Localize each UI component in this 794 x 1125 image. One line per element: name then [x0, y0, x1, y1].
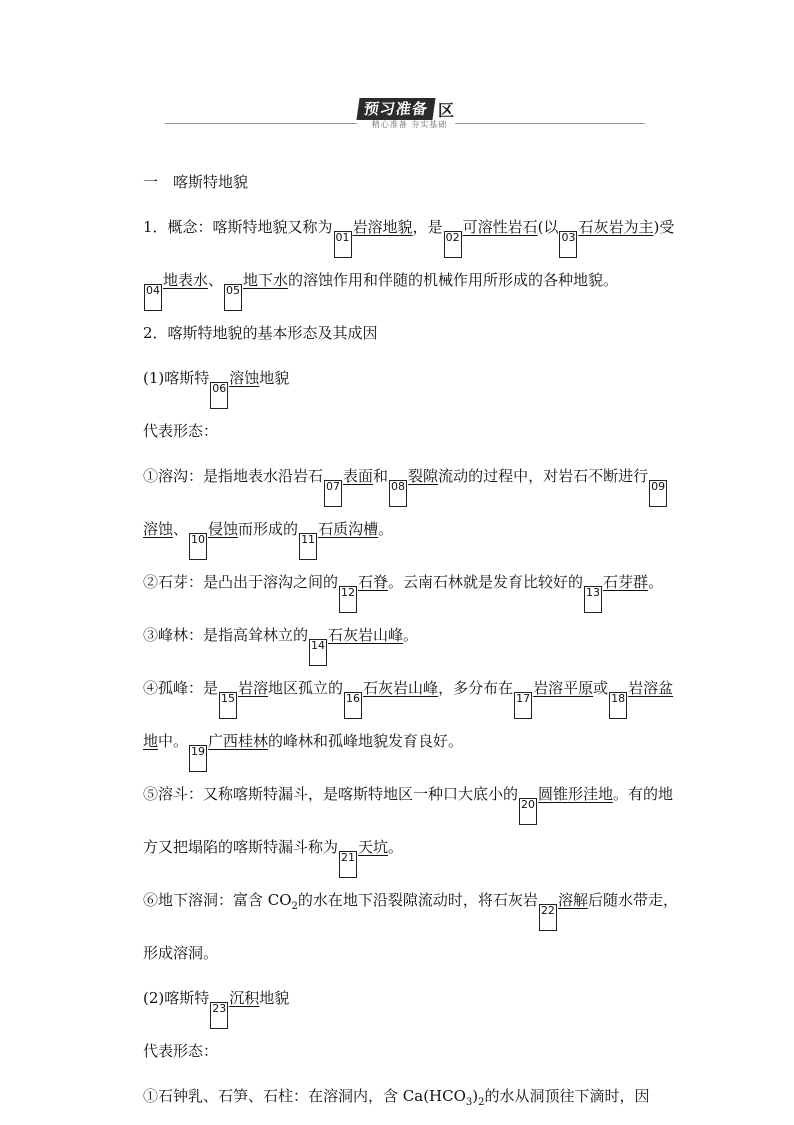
subscript: 2	[291, 901, 298, 912]
answer-text: 地下水	[243, 271, 289, 289]
answer-text: 石脊	[358, 573, 389, 591]
blank-number: 12	[339, 586, 357, 613]
blank-number: 16	[344, 692, 362, 719]
blank-number: 02	[444, 231, 462, 258]
text: ④孤峰：是	[143, 679, 219, 697]
answer-text: 沉积	[229, 989, 260, 1007]
text: ，多分布在	[438, 679, 514, 697]
answer-text: 石灰岩为主	[578, 218, 654, 236]
text: ②石芽：是凸出于溶沟之间的	[143, 573, 339, 591]
text: )	[472, 1087, 479, 1105]
text: 的水从洞顶往下滴时，因	[484, 1087, 650, 1105]
text: 而形成的	[238, 520, 299, 538]
blank-number: 01	[334, 231, 352, 258]
subscript: 2	[478, 1097, 485, 1108]
blank-number: 08	[389, 480, 407, 507]
paragraph-cave	[113, 878, 681, 976]
paragraph-doline	[113, 772, 681, 878]
blank-number: 04	[144, 284, 162, 311]
text: 地区孤立的	[268, 679, 344, 697]
blank-number: 07	[324, 480, 342, 507]
answer-text: 岩溶盆地	[143, 679, 674, 750]
answer-text: 石灰岩山峰	[328, 626, 404, 644]
paragraph-isolated-peak	[113, 666, 681, 772]
text: (以	[537, 218, 559, 236]
subheading-erosion-landform	[113, 356, 681, 409]
text: 地貌	[259, 369, 290, 387]
text: ，是	[412, 218, 443, 236]
answer-text: 石质沟槽	[318, 520, 379, 538]
text: 。	[378, 520, 394, 538]
subscript: 3	[465, 1097, 473, 1108]
text: 中。	[158, 732, 189, 750]
blank-number: 21	[339, 851, 357, 878]
paragraph-peak-forest	[113, 613, 681, 666]
answer-text: 广西桂林	[208, 732, 269, 750]
document-body	[113, 160, 681, 1125]
blank-number: 18	[609, 692, 627, 719]
blank-number: 17	[514, 692, 532, 719]
paragraph-basic-forms	[113, 311, 681, 356]
answer-text: 侵蚀	[208, 520, 239, 538]
section-title	[358, 98, 454, 120]
blank-number: 11	[299, 533, 317, 560]
representative-forms-label-2	[113, 1029, 681, 1074]
section-subtitle: 精心准备 夯实基础	[371, 120, 448, 129]
paragraph-karren	[113, 454, 681, 560]
blank-number: 03	[559, 231, 577, 258]
text: 或	[593, 679, 609, 697]
text: ①溶沟：是指地表水沿岩石	[143, 467, 324, 485]
blank-number: 14	[309, 639, 327, 666]
answer-text: 岩溶	[238, 679, 269, 697]
text: (2)喀斯特	[143, 989, 210, 1007]
answer-text: 岩溶地貌	[352, 218, 413, 236]
answer-text: 可溶性岩石	[462, 218, 538, 236]
text: 的水在地下沿裂隙流动时，将石灰岩	[297, 891, 538, 909]
answer-text: 表面	[343, 467, 374, 485]
text: 1．概念：喀斯特地貌又称为	[143, 218, 333, 236]
section-title-badge: 预习准备	[356, 98, 435, 120]
answer-text: 裂隙	[408, 467, 439, 485]
answer-text: 岩溶平原	[533, 679, 594, 697]
subheading-deposition-landform	[113, 976, 681, 1029]
answer-text: 圆锥形洼地	[538, 785, 614, 803]
heading-karst-landform	[113, 160, 681, 205]
text: 、	[208, 271, 224, 289]
blank-number: 09	[649, 480, 667, 507]
answer-text: 天坑	[358, 838, 389, 856]
text: 。云南石林就是发育比较好的	[388, 573, 584, 591]
text: ③峰林：是指高耸林立的	[143, 626, 309, 644]
text: 代表形态：	[143, 422, 219, 440]
text: ⑥地下溶洞：富含 CO	[143, 891, 292, 909]
text: 地貌	[259, 989, 290, 1007]
heading-text: 一 喀斯特地貌	[143, 173, 249, 191]
text: 2．喀斯特地貌的基本形态及其成因	[143, 324, 378, 342]
text: 的溶蚀作用和伴随的机械作用所形成的各种地貌。	[288, 271, 619, 289]
text: ①石钟乳、石笋、石柱：在溶洞内，含 Ca(HCO	[143, 1087, 466, 1105]
answer-text: 石灰岩山峰	[363, 679, 439, 697]
answer-text: 石芽群	[603, 573, 649, 591]
text: 流动的过程中，对岩石不断进行	[438, 467, 649, 485]
representative-forms-label	[113, 409, 681, 454]
text: 后随水带走，形成溶洞。	[143, 891, 678, 962]
text: 的峰林和孤峰地貌发育良好。	[268, 732, 464, 750]
blank-number: 19	[189, 745, 207, 772]
section-title-suffix: 区	[438, 100, 455, 120]
paragraph-stalactite	[113, 1074, 681, 1125]
text: 。	[403, 626, 419, 644]
paragraph-stone-bud	[113, 560, 681, 613]
blank-number: 22	[539, 904, 557, 931]
text: 。有的地方又把塌陷的喀斯特漏斗称为	[143, 785, 674, 856]
header-rule-left	[165, 123, 357, 124]
text: 。	[388, 838, 404, 856]
blank-number: 05	[224, 284, 242, 311]
blank-number: 15	[219, 692, 237, 719]
paragraph-concept	[113, 205, 681, 311]
text: (1)喀斯特	[143, 369, 210, 387]
text: 代表形态：	[143, 1042, 219, 1060]
header-rule-right	[455, 123, 645, 124]
blank-number: 13	[584, 586, 602, 613]
text: )受	[653, 218, 675, 236]
blank-number: 23	[210, 1002, 228, 1029]
answer-text: 溶蚀	[229, 369, 260, 387]
text: 。	[648, 573, 664, 591]
text: 和	[373, 467, 389, 485]
answer-text: 溶解	[557, 891, 588, 909]
text: 、	[173, 520, 189, 538]
answer-text: 地表水	[163, 271, 209, 289]
blank-number: 10	[189, 533, 207, 560]
text: ⑤溶斗：又称喀斯特漏斗，是喀斯特地区一种口大底小的	[143, 785, 519, 803]
answer-text: 溶蚀	[143, 520, 174, 538]
blank-number: 20	[519, 798, 537, 825]
blank-number: 06	[210, 382, 228, 409]
